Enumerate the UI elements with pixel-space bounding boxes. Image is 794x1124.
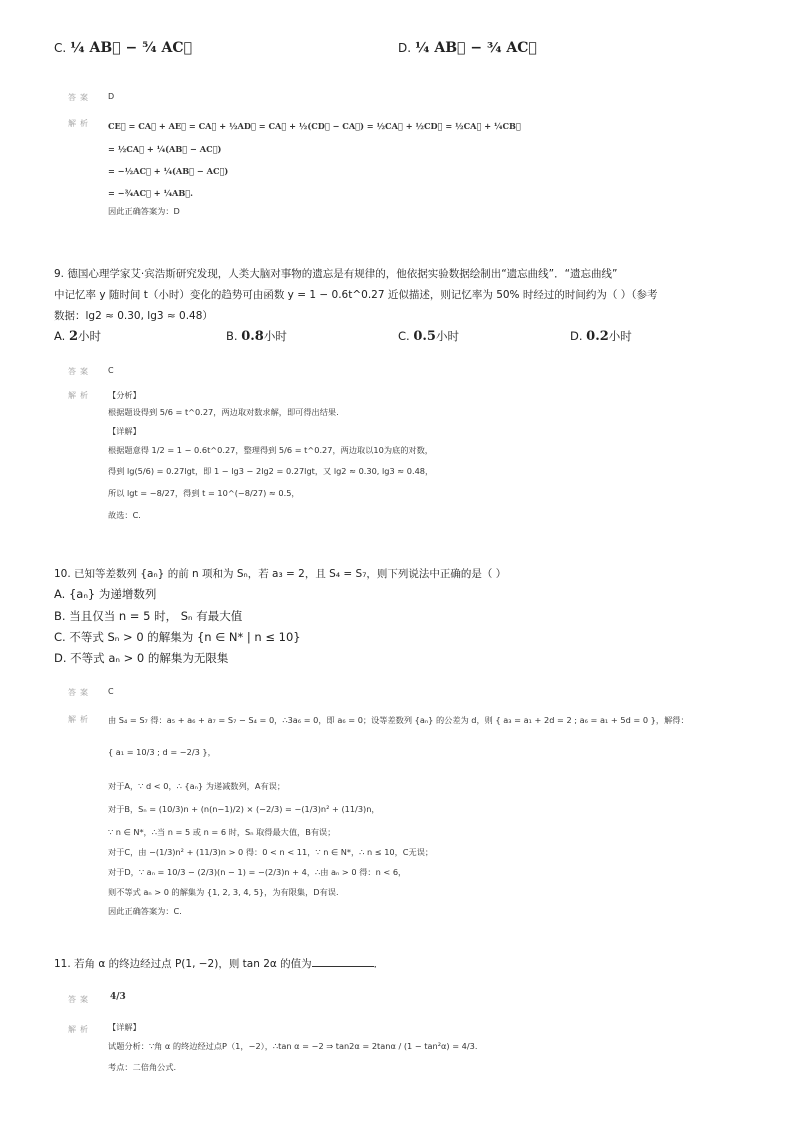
q9-option-a bbox=[54, 328, 101, 344]
option-value: 2 bbox=[68, 329, 79, 344]
option-letter: C. bbox=[54, 41, 67, 55]
option-value: 0.5 bbox=[413, 329, 436, 344]
analysis-label: 解析 bbox=[68, 119, 92, 128]
solution-line: 根据题意得 1/2 = 1 − 0.6t^0.27，整理得到 5/6 = t^0.27，两边取以10为底的对数， bbox=[108, 445, 433, 455]
option-value: 0.8 bbox=[241, 329, 264, 344]
q11-stem-end: ． bbox=[373, 958, 385, 970]
option-value: 0.2 bbox=[586, 329, 609, 344]
solution-line: = −½AC⃗ + ¼(AB⃗ − AC⃗) bbox=[108, 166, 229, 176]
analysis-label: 解析 bbox=[68, 391, 92, 400]
solution-line: { a₁ = 10/3 ; d = −2/3 }， bbox=[108, 747, 216, 757]
q10-option-a: A. {aₙ} 为递增数列 bbox=[54, 587, 157, 601]
answer-label: 答案 bbox=[68, 995, 92, 1004]
q10-option-c: C. 不等式 Sₙ > 0 的解集为 {n ∈ N* | n ≤ 10} bbox=[54, 630, 301, 644]
solution-line: 故选：C. bbox=[108, 510, 141, 520]
q11-solution bbox=[108, 1020, 477, 1076]
q8-option-d bbox=[398, 40, 537, 56]
q9-stem-line: 数据：lg2 ≈ 0.30, lg3 ≈ 0.48） bbox=[54, 310, 213, 322]
q8-solution bbox=[108, 114, 521, 218]
solution-line: 由 S₄ = S₇ 得：a₅ + a₆ + a₇ = S₇ − S₄ = 0，∴3a₆ = 0，即 a₆ = 0；设等差数列 {aₙ} 的公差为 d，则 { a₃ = a₁ + 2d = 2 ; a₆ = a₁ + 5d = 0 }，解得： bbox=[108, 715, 689, 725]
option-unit: 小时 bbox=[435, 329, 459, 343]
answer-value: 4/3 bbox=[110, 992, 126, 1002]
option-expression: ¼ AB⃗ − ¾ AC⃗ bbox=[414, 40, 537, 56]
q10-option-b: B. 当且仅当 n = 5 时， Sₙ 有最大值 bbox=[54, 609, 243, 623]
option-letter: B. bbox=[226, 329, 238, 343]
q9-option-c bbox=[398, 328, 459, 344]
solution-line: CE⃗ = CA⃗ + AE⃗ = CA⃗ + ½AD⃗ = CA⃗ + ½(CD⃗ − CA⃗) = ½CA⃗ + ½CD⃗ = ½CA⃗ + ¼CB⃗ bbox=[108, 121, 521, 131]
solution-line: 因此正确答案为：D bbox=[108, 206, 180, 216]
answer-label: 答案 bbox=[68, 367, 92, 376]
q9-solution bbox=[108, 388, 433, 526]
q11-stem bbox=[54, 956, 384, 971]
answer-blank bbox=[312, 956, 374, 967]
option-expression: ¼ AB⃗ − ⁵⁄₄ AC⃗ bbox=[70, 40, 192, 56]
answer-value: C bbox=[108, 366, 114, 375]
solution-line: 得到 lg(5/6) = 0.27lgt，即 1 − lg3 − 2lg2 = 0.27lgt，又 lg2 ≈ 0.30, lg3 ≈ 0.48， bbox=[108, 466, 434, 476]
solution-line: = ½CA⃗ + ¼(AB⃗ − AC⃗) bbox=[108, 144, 222, 154]
solution-line: 所以 lgt = −8/27，得到 t = 10^(−8/27) ≈ 0.5， bbox=[108, 488, 300, 498]
option-unit: 小时 bbox=[263, 329, 287, 343]
q9-option-d bbox=[570, 328, 632, 344]
solution-line: 【分析】 bbox=[108, 390, 141, 400]
q10-option-d: D. 不等式 aₙ > 0 的解集为无限集 bbox=[54, 651, 229, 665]
q10-solution bbox=[108, 712, 689, 920]
option-unit: 小时 bbox=[78, 329, 102, 343]
analysis-label: 解析 bbox=[68, 715, 92, 724]
answer-label: 答案 bbox=[68, 93, 92, 102]
answer-value: D bbox=[108, 92, 115, 101]
solution-line: 则不等式 aₙ > 0 的解集为 {1, 2, 3, 4, 5}，为有限集，D有误. bbox=[108, 887, 339, 897]
q9-option-b bbox=[226, 328, 287, 344]
solution-line: 试题分析：∵角 α 的终边经过点P（1，−2），∴tan α = −2 ⇒ tan2α = 2tanα / (1 − tan²α) = 4/3. bbox=[108, 1041, 478, 1051]
solution-line: 【详解】 bbox=[108, 1022, 141, 1032]
solution-line: 考点：二倍角公式. bbox=[108, 1062, 177, 1072]
analysis-label: 解析 bbox=[68, 1025, 92, 1034]
option-letter: D. bbox=[570, 329, 583, 343]
answer-value: C bbox=[108, 687, 114, 696]
option-unit: 小时 bbox=[608, 329, 632, 343]
option-letter: D. bbox=[398, 41, 412, 55]
q10-stem: 10. 已知等差数列 {aₙ} 的前 n 项和为 Sₙ，若 a₃ = 2，且 S₄ = S₇，则下列说法中正确的是（ ） bbox=[54, 568, 507, 580]
q9-stem-line: 9. 德国心理学家艾·宾浩斯研究发现，人类大脑对事物的遗忘是有规律的，他依据实验数据绘制出“遗忘曲线”．“遗忘曲线” bbox=[54, 268, 618, 280]
answer-label: 答案 bbox=[68, 688, 92, 697]
solution-line: = −¾AC⃗ + ¼AB⃗. bbox=[108, 188, 194, 198]
solution-line: 对于C，由 −(1/3)n² + (11/3)n > 0 得：0 < n < 11，∵ n ∈ N*，∴ n ≤ 10，C无误； bbox=[108, 847, 434, 857]
q11-stem-text: 11. 若角 α 的终边经过点 P(1, −2)，则 tan 2α 的值为 bbox=[54, 958, 312, 970]
option-letter: C. bbox=[398, 329, 410, 343]
option-letter: A. bbox=[54, 329, 66, 343]
solution-line: 因此正确答案为：C. bbox=[108, 906, 182, 916]
q9-stem-line: 中记忆率 y 随时间 t（小时）变化的趋势可由函数 y = 1 − 0.6t^0.27 近似描述，则记忆率为 50% 时经过的时间约为（ ）（参考 bbox=[54, 289, 658, 301]
solution-line: 对于D，∵ aₙ = 10/3 − (2/3)(n − 1) = −(2/3)n + 4，∴由 aₙ > 0 得：n < 6， bbox=[108, 867, 407, 877]
solution-line: 【详解】 bbox=[108, 426, 141, 436]
solution-line: 根据题设得到 5/6 = t^0.27，两边取对数求解，即可得出结果. bbox=[108, 407, 339, 417]
solution-line: 对于B，Sₙ = (10/3)n + (n(n−1)/2) × (−2/3) = −(1/3)n² + (11/3)n， bbox=[108, 804, 380, 814]
solution-line: 对于A，∵ d < 0，∴ {aₙ} 为递减数列，A有误； bbox=[108, 781, 286, 791]
solution-line: ∵ n ∈ N*，∴当 n = 5 或 n = 6 时，Sₙ 取得最大值，B有误； bbox=[108, 827, 336, 837]
q8-option-c bbox=[54, 40, 192, 56]
